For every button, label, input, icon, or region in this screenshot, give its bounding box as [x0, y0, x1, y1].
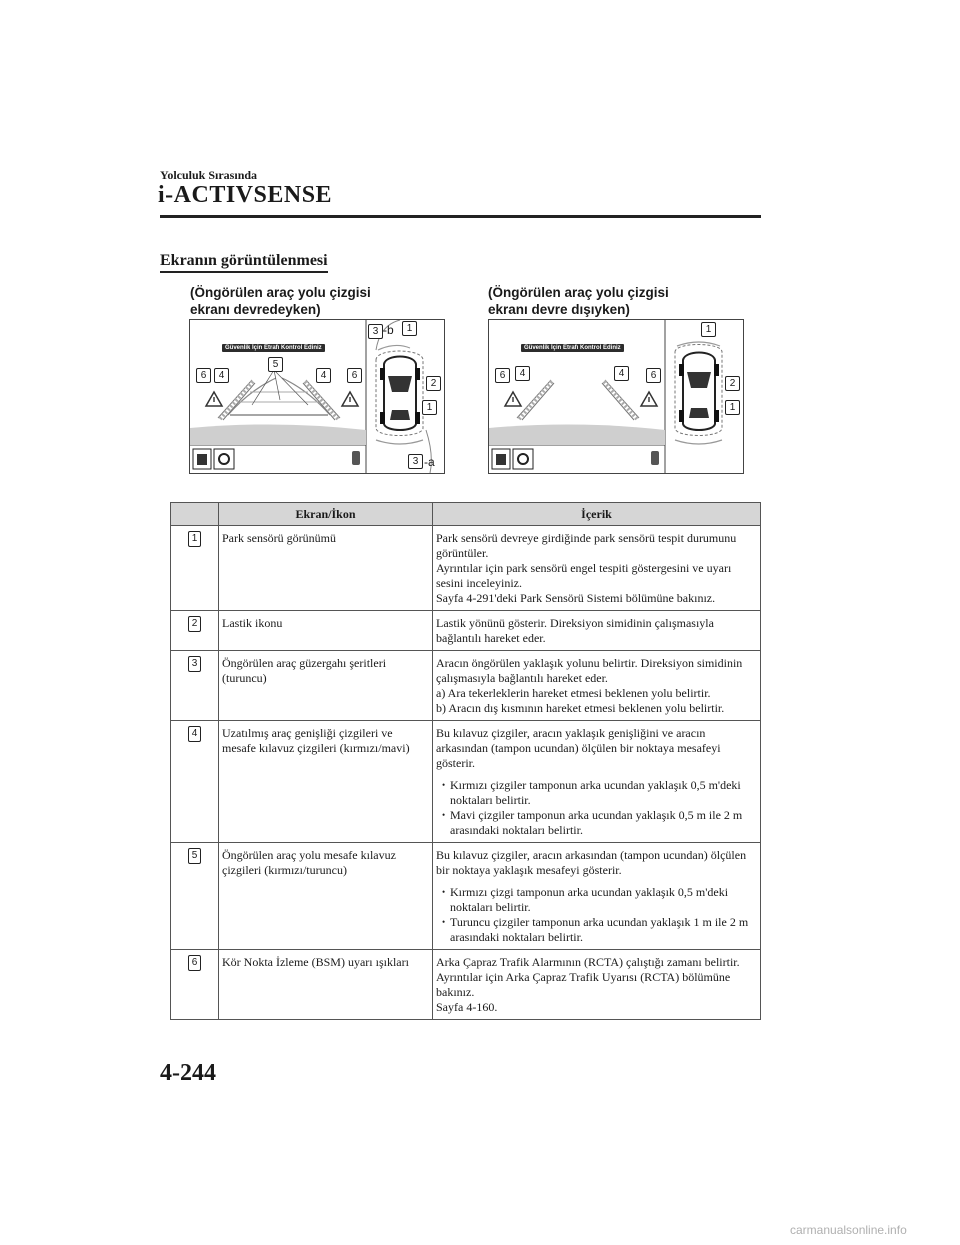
row-icerik [433, 651, 761, 721]
bumper-shape [190, 424, 366, 445]
car-top-view [675, 342, 722, 444]
callout-4: 4 [515, 366, 530, 381]
info-table [170, 502, 761, 1020]
row-text: Bu kılavuz çizgiler, aracın arkasından (tampon ucundan) ölçülen bir noktaya yaklaşık mesafeyi gösterir. [436, 848, 747, 877]
width-guide-right [303, 380, 340, 420]
figure-caption-right [488, 284, 748, 318]
row-text: Bu kılavuz çizgiler, aracın yaklaşık genişliğini ve aracın arkasından (tampon ucundan) ölçülen bir noktaya mesafeyi gösterir. [436, 726, 721, 770]
table-row [171, 651, 761, 721]
safety-banner: Güvenlik İçin Etrafı Kontrol Ediniz [521, 344, 624, 352]
warning-triangle-icon [505, 392, 521, 406]
callout-1: 1 [422, 400, 437, 415]
row-icerik [433, 526, 761, 611]
table-row [171, 526, 761, 611]
row-number: 4 [188, 726, 201, 742]
caption-line: ekranı devre dışıyken) [488, 302, 630, 317]
car-top-view [376, 345, 423, 444]
callout-6: 6 [347, 368, 362, 383]
row-text: a) Ara tekerleklerin hareket etmesi beklenen yolu belirtir. [436, 686, 711, 700]
row-number: 1 [188, 531, 201, 547]
callout-4: 4 [214, 368, 229, 383]
bullet-item: • Turuncu çizgiler tamponun arka ucundan yaklaşık 1 m ile 2 m arasındaki noktaları belirtir. [436, 915, 757, 945]
callout-1: 1 [725, 400, 740, 415]
table-row [171, 611, 761, 651]
row-text: Park sensörü devreye girdiğinde park sensörü tespit durumunu görüntüler. [436, 531, 737, 560]
row-text: Ayrıntılar için park sensörü engel tespiti göstergesini ve uyarı sesini inceleyiniz. [436, 561, 732, 590]
width-guide-left [218, 380, 255, 420]
row-text: Arka Çapraz Trafik Alarmının (RCTA) çalıştığı zamanı belirtir. [436, 955, 740, 969]
table-row [171, 950, 761, 1020]
callout-suffix-a: -a [424, 455, 435, 469]
row-text: Ayrıntılar için Arka Çapraz Trafik Uyarısı (RCTA) bölümüne bakınız. [436, 970, 731, 999]
bullet-item: • Kırmızı çizgi tamponun arka ucundan yaklaşık 0,5 m'deki noktaları belirtir. [436, 885, 757, 915]
bullet-item: • Mavi çizgiler tamponun arka ucundan yaklaşık 0,5 m ile 2 m arasındaki noktaları belirtir. [436, 808, 757, 838]
row-text: b) Aracın dış kısmının hareket etmesi beklenen yolu belirtir. [436, 701, 725, 715]
row-ekran: Kör Nokta İzleme (BSM) uyarı ışıkları [219, 950, 433, 1020]
header-ekran: Ekran/İkon [219, 503, 433, 526]
camera-screen-guides-on [189, 319, 445, 474]
settings-button-icon [214, 449, 234, 469]
width-guide-left [517, 380, 554, 420]
settings-button-icon [513, 449, 533, 469]
callout-2: 2 [426, 376, 441, 391]
row-number: 5 [188, 848, 201, 864]
path-line-left [228, 378, 276, 415]
header-num [171, 503, 219, 526]
row-ekran: Park sensörü görünümü [219, 526, 433, 611]
callout-6: 6 [646, 368, 661, 383]
warning-triangle-icon [641, 392, 657, 406]
row-ekran: Öngörülen araç güzergahı şeritleri (turuncu) [219, 651, 433, 721]
callout-4: 4 [316, 368, 331, 383]
sub-heading: Ekranın görüntülenmesi [160, 252, 328, 273]
callout-5: 5 [268, 357, 283, 372]
bumper-shape [489, 424, 665, 445]
camera-view-drawing [489, 320, 743, 473]
chapter-title: i-ACTIVSENSE [158, 182, 333, 208]
safety-banner: Güvenlik İçin Etrafı Kontrol Ediniz [222, 344, 325, 352]
callout-1: 1 [402, 321, 417, 336]
row-text: Sayfa 4-291'deki Park Sensörü Sistemi bölümüne bakınız. [436, 591, 716, 605]
table-row [171, 843, 761, 950]
callout-6: 6 [495, 368, 510, 383]
callout-3: 3 [408, 454, 423, 469]
row-number: 6 [188, 955, 201, 971]
row-icerik [433, 843, 761, 950]
page-number: 4-244 [160, 1060, 216, 1086]
row-icerik [433, 721, 761, 843]
row-icerik [433, 950, 761, 1020]
callout-6: 6 [196, 368, 211, 383]
section-label: Yolculuk Sırasında [160, 168, 258, 182]
row-text: Sayfa 4-160. [436, 1000, 498, 1014]
row-number: 3 [188, 656, 201, 672]
figure-caption-left [190, 284, 450, 318]
row-ekran: Uzatılmış araç genişliği çizgileri ve mesafe kılavuz çizgileri (kırmızı/mavi) [219, 721, 433, 843]
row-text: Lastik yönünü gösterir. Direksiyon simidinin çalışmasıyla bağlantılı hareket eder. [436, 616, 714, 645]
parking-sensor-status-icon [352, 451, 360, 465]
callout-1: 1 [701, 322, 716, 337]
header-rule [160, 215, 761, 218]
camera-screen-guides-off [488, 319, 744, 474]
warning-triangle-icon [206, 392, 222, 406]
caption-line: ekranı devredeyken) [190, 302, 321, 317]
callout-suffix-b: -b [383, 323, 394, 337]
callout-3: 3 [368, 324, 383, 339]
row-icerik [433, 611, 761, 651]
parking-sensor-status-icon [651, 451, 659, 465]
callout-2: 2 [725, 376, 740, 391]
header-icerik: İçerik [433, 503, 761, 526]
table-row [171, 721, 761, 843]
row-ekran: Öngörülen araç yolu mesafe kılavuz çizgileri (kırmızı/turuncu) [219, 843, 433, 950]
row-ekran: Lastik ikonu [219, 611, 433, 651]
caption-line: (Öngörülen araç yolu çizgisi [190, 285, 371, 300]
path-line-right [282, 378, 330, 415]
caption-line: (Öngörülen araç yolu çizgisi [488, 285, 669, 300]
row-number: 2 [188, 616, 201, 632]
row-text: Aracın öngörülen yaklaşık yolunu belirtir. Direksiyon simidinin çalışmasıyla bağlantılı hareket eder. [436, 656, 743, 685]
warning-triangle-icon [342, 392, 358, 406]
table-header-row [171, 503, 761, 526]
camera-view-drawing [190, 320, 444, 473]
width-guide-right [602, 380, 639, 420]
callout-4: 4 [614, 366, 629, 381]
bullet-item: • Kırmızı çizgiler tamponun arka ucundan yaklaşık 0,5 m'deki noktaları belirtir. [436, 778, 757, 808]
watermark: carmanualsonline.info [790, 1223, 907, 1237]
